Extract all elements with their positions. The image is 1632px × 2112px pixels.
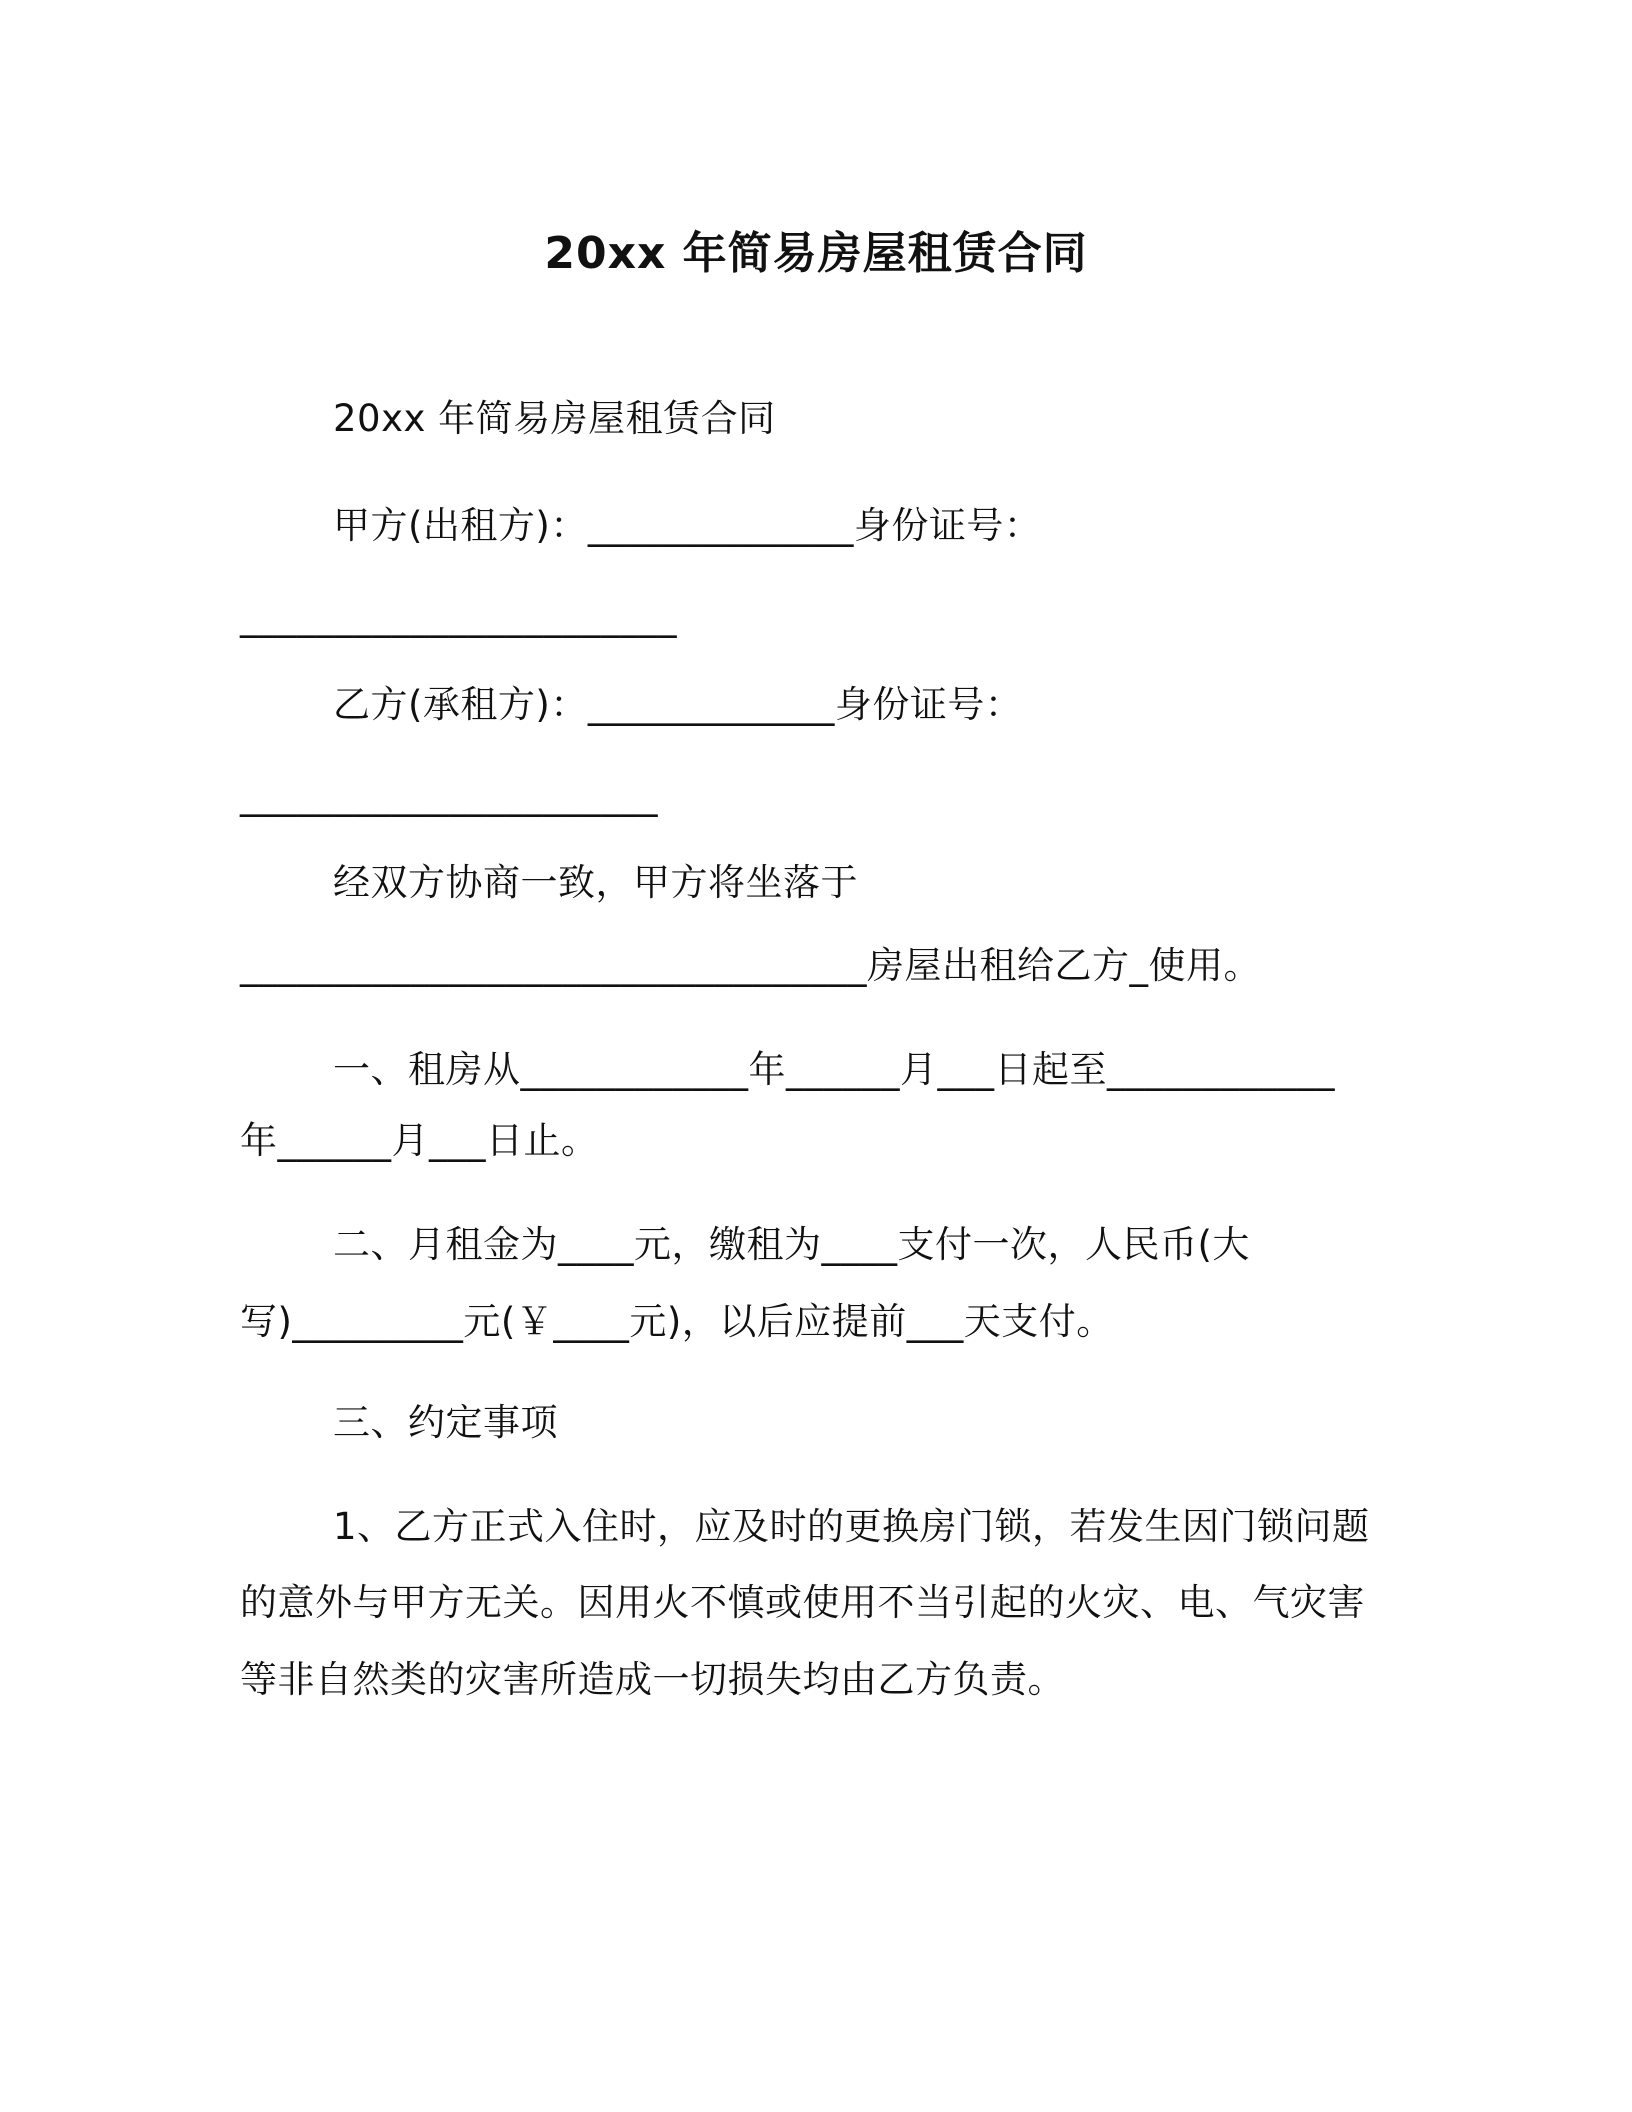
clause-one-line-1: 1、乙方正式入住时，应及时的更换房门锁，若发生因门锁问题 bbox=[333, 1505, 1370, 1548]
party-a-id-blank: _______________________ bbox=[240, 595, 677, 638]
rent-line-1: 二、月租金为____元，缴租为____支付一次，人民币(大 bbox=[333, 1223, 1250, 1266]
section-three-heading: 三、约定事项 bbox=[333, 1401, 558, 1444]
term-line-2: 年______月___日止。 bbox=[240, 1119, 599, 1162]
party-b-line: 乙方(承租方)：_____________身份证号： bbox=[333, 683, 1023, 726]
agreement-line: 经双方协商一致，甲方将坐落于 bbox=[333, 861, 858, 904]
clause-one-line-2: 的意外与甲方无关。因用火不慎或使用不当引起的火灾、电、气灾害 bbox=[240, 1581, 1365, 1624]
party-b-id-blank: ______________________ bbox=[240, 774, 658, 817]
clause-one-line-3: 等非自然类的灾害所造成一切损失均由乙方负责。 bbox=[240, 1658, 1065, 1701]
party-a-line: 甲方(出租方)：______________身份证号： bbox=[333, 504, 1042, 547]
term-line-1: 一、租房从____________年______月___日起至____________ bbox=[333, 1048, 1335, 1091]
property-line: _________________________________房屋出租给乙方_使用。 bbox=[240, 944, 1261, 987]
subtitle-line: 20xx 年简易房屋租赁合同 bbox=[333, 397, 776, 440]
document-title: 20xx 年简易房屋租赁合同 bbox=[544, 228, 1088, 279]
rent-line-2: 写)_________元(￥____元)，以后应提前___天支付。 bbox=[240, 1300, 1114, 1343]
